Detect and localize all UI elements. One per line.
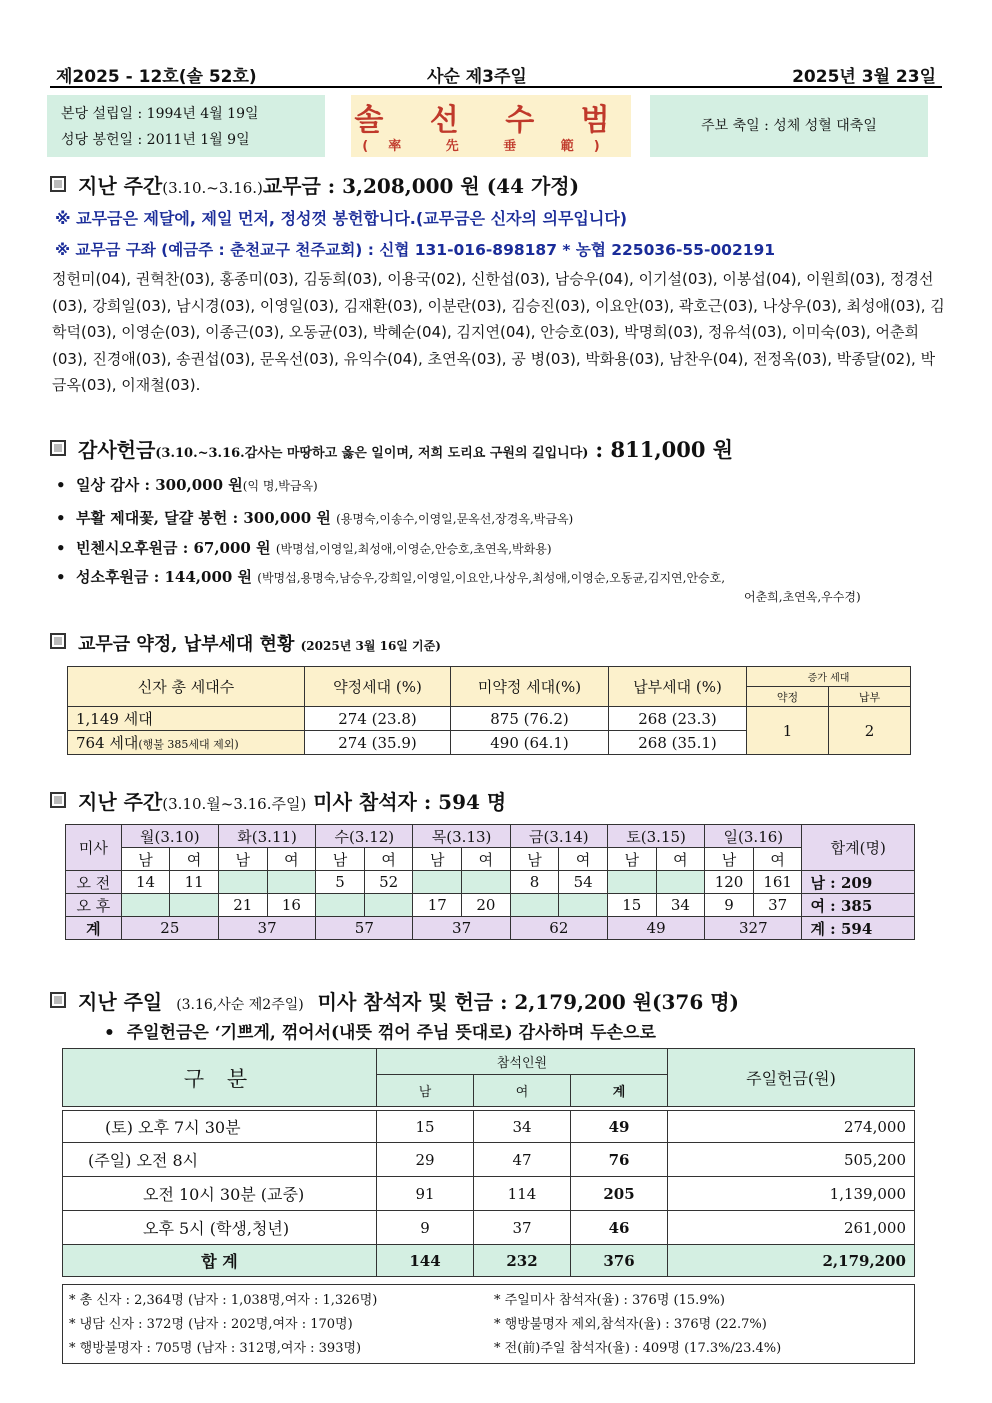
table-cell: 남: [121, 848, 170, 871]
tithe-account: ※ 교무금 구좌 (예금주 : 춘천교구 천주교회) : 신협 131-016-898187 * 농협 225036-55-002191: [55, 241, 776, 259]
thanks-item: • 빈첸시오후원금 : 67,000 원 (박명섭,이영일,최성애,이영순,안승호,초연옥,박화용): [56, 539, 552, 557]
table-cell: [462, 871, 511, 894]
table-cell: 여: [170, 848, 219, 871]
thanks-item-continued: 어춘희,초연옥,우수경): [744, 590, 861, 604]
col-header: 납부: [829, 687, 911, 707]
table-cell: 1,149 세대: [68, 707, 305, 731]
table-cell: [656, 871, 705, 894]
table-cell: 15: [607, 894, 656, 917]
table-cell: [267, 871, 316, 894]
table-cell: 34: [474, 1111, 571, 1143]
table-cell: 114: [474, 1177, 571, 1211]
table-cell: 계 : 594: [802, 917, 915, 940]
square-bullet-icon: [50, 992, 66, 1008]
table-cell: 49: [607, 917, 704, 940]
table-cell: [607, 871, 656, 894]
table-cell: 계: [66, 917, 122, 940]
text: 미사 참석자 : 594 명: [313, 790, 507, 814]
table-cell: 17: [413, 894, 462, 917]
stat-row: [69, 1289, 914, 1313]
col-header: 목(3.13): [413, 825, 510, 848]
text: 주일헌금은 ‘기쁘게, 꺾어서(내뜻 꺾어 주님 뜻대로) 감사하며 두손으로: [126, 1023, 656, 1043]
pledge-heading: [50, 630, 441, 656]
text: [68, 667, 911, 687]
text: (3.16,사순 제2주일): [176, 997, 304, 1013]
text: [63, 1049, 915, 1075]
mass-attendance-table: [65, 824, 915, 940]
table-cell: 46: [571, 1211, 668, 1245]
table-cell: (토) 오후 7시 30분: [63, 1111, 377, 1143]
table-cell: 오후 5시 (학생,청년): [63, 1211, 377, 1245]
text: 빈첸시오후원금 : 67,000 원: [76, 539, 271, 557]
table-cell: 남: [218, 848, 267, 871]
table-cell: 268 (23.3): [609, 707, 747, 731]
table-cell: 여 : 385: [802, 894, 915, 917]
table-row: [66, 894, 915, 917]
table-cell: 29: [377, 1143, 474, 1177]
table-row: [63, 1111, 915, 1143]
col-header: 화(3.11): [218, 825, 315, 848]
text: * 전(前)주일 참석자(율) : 409명 (17.3%/23.4%): [494, 1341, 782, 1356]
table-cell: 62: [510, 917, 607, 940]
table-cell: 여: [474, 1075, 571, 1107]
bulletin-header: [50, 60, 942, 88]
table-cell: 남 : 209: [802, 871, 915, 894]
tithe-note: ※ 교무금은 제달에, 제일 먼저, 정성껏 봉헌합니다.(교무금은 신자의 의무입니다): [55, 209, 628, 228]
table-cell: [68, 731, 305, 755]
col-header: 참석인원: [377, 1049, 668, 1075]
table-cell: 1: [747, 707, 829, 755]
table-row: [63, 1143, 915, 1177]
table-cell: 남: [377, 1075, 474, 1107]
col-header: 신자 총 세대수: [68, 667, 305, 707]
table-cell: 274,000: [668, 1111, 915, 1143]
text: * 냉담 신자 : 372명 (남자 : 202명,여자 : 170명): [69, 1317, 353, 1332]
table-cell: 120: [705, 871, 754, 894]
table-cell: 505,200: [668, 1143, 915, 1177]
liturgical-title: 사순 제3주일: [427, 67, 527, 87]
table-cell: 오 후: [66, 894, 122, 917]
table-cell: 2: [829, 707, 911, 755]
table-cell: [170, 894, 219, 917]
table-cell: 14: [121, 871, 170, 894]
table-cell: 20: [462, 894, 511, 917]
table-cell: 남: [413, 848, 462, 871]
table-cell: 남: [705, 848, 754, 871]
table-cell: [121, 894, 170, 917]
table-cell: 5: [316, 871, 365, 894]
col-header: 약정세대 (%): [305, 667, 451, 707]
table-cell: 76: [571, 1143, 668, 1177]
text: 지난 주일: [78, 990, 163, 1014]
table-cell: 여: [656, 848, 705, 871]
table-cell: 16: [267, 894, 316, 917]
table-cell: 261,000: [668, 1211, 915, 1245]
table-row: [66, 871, 915, 894]
motto: 솔 선 수 범: [354, 103, 628, 138]
table-cell: [218, 871, 267, 894]
table-cell: 15: [377, 1111, 474, 1143]
text: 감사헌금: [78, 438, 156, 462]
text: [66, 825, 915, 848]
text: (3.10.~3.16.): [162, 179, 263, 197]
table-cell: 37: [474, 1211, 571, 1245]
table-cell: 37: [218, 917, 315, 940]
sunday-offering-table: [62, 1048, 915, 1277]
pledge-table: [67, 666, 911, 755]
table-cell: 2,179,200: [668, 1245, 915, 1277]
table-cell: [559, 894, 608, 917]
table-cell: 37: [413, 917, 510, 940]
issue-date: 2025년 3월 23일: [792, 67, 936, 87]
table-cell: 268 (35.1): [609, 731, 747, 755]
table-cell: (주일) 오전 8시: [63, 1143, 377, 1177]
dedication-date: 성당 봉헌일 : 2011년 1월 9일: [61, 132, 250, 148]
table-cell: 47: [474, 1143, 571, 1177]
text: 764 세대: [76, 734, 139, 752]
text: : 811,000 원: [595, 437, 734, 462]
table-cell: 남: [316, 848, 365, 871]
table-cell: 52: [364, 871, 413, 894]
text: * 행방불명자 제외,참석자(율) : 376명 (22.7%): [494, 1317, 767, 1332]
col-header: 일(3.16): [705, 825, 802, 848]
thanks-item: • 일상 감사 : 300,000 원(익 명,박금옥): [56, 476, 318, 494]
table-cell: 계: [571, 1075, 668, 1107]
table-cell: 오 전: [66, 871, 122, 894]
motto-hanja: (率 先 垂 範): [362, 139, 620, 154]
table-cell: 875 (76.2): [451, 707, 609, 731]
issue-number: 제2025 - 12호(솔 52호): [56, 67, 257, 87]
col-header: 주일헌금(원): [668, 1049, 915, 1107]
table-cell: 274 (35.9): [305, 731, 451, 755]
table-cell: 여: [267, 848, 316, 871]
founding-date: 본당 설립일 : 1994년 4월 19일: [61, 106, 259, 122]
table-cell: 남: [607, 848, 656, 871]
table-cell: 오전 10시 30분 (교중): [63, 1177, 377, 1211]
table-cell: 34: [656, 894, 705, 917]
sunday-heading: [50, 986, 739, 1015]
text: (3.10.~3.16.감사는 마땅하고 옳은 일이며, 저희 도리요 구원의 길입니다): [155, 446, 589, 461]
text: 미사 참석자 및 헌금 : 2,179,200 원(376 명): [317, 990, 739, 1014]
table-cell: 376: [571, 1245, 668, 1277]
text: (2025년 3월 16일 기준): [300, 639, 441, 653]
table-cell: 57: [316, 917, 413, 940]
table-cell: 여: [364, 848, 413, 871]
patronal-feast: 주보 축일 : 성체 성혈 대축일: [701, 118, 877, 134]
square-bullet-icon: [50, 440, 66, 456]
table-cell: 합 계: [63, 1245, 377, 1277]
table-row: [63, 1177, 915, 1211]
table-cell: 1,139,000: [668, 1177, 915, 1211]
table-cell: 161: [753, 871, 802, 894]
table-row: [63, 1245, 915, 1277]
tithe-heading: [50, 170, 579, 199]
square-bullet-icon: [50, 633, 66, 649]
text: 성소후원금 : 144,000 원: [76, 568, 253, 586]
table-cell: 여: [559, 848, 608, 871]
text: (행불 385세대 제외): [138, 738, 239, 751]
thanks-heading: [50, 434, 733, 464]
table-cell: 274 (23.8): [305, 707, 451, 731]
stat-row: [69, 1313, 914, 1337]
mass-heading: [50, 786, 506, 815]
text: 일상 감사 : 300,000 원: [76, 476, 243, 494]
text: (3.10.월~3.16.주일): [162, 795, 307, 813]
table-cell: 232: [474, 1245, 571, 1277]
tithe-donor-list: 정헌미(04), 권혁찬(03), 홍종미(03), 김동희(03), 이용국(02), 신한섭(03), 남승우(04), 이기설(03), 이봉섭(04), 이원희(03), 정경선(03), 강희일(03), 남시경(03), 이영일(03), 김재환(03), 이분란(03), 김승진(03), 이요안(03), 곽호근(03), 나상우(03), 최성애(03), 김학덕(03), 이영순(03), 이종근(03), 오동균(03), 박혜순(04), 김지연(04), 안승호(03), 박명희(03), 정유석(03), 이미숙(03), 어춘희(03), 진경애(03), 송권섭(03), 문옥선(03), 유익수(04), 초연옥(03), 공 병(03), 박화용(03), 남찬우(04), 전정옥(03), 박종달(02), 박금옥(03), 이재철(03).: [52, 270, 945, 394]
square-bullet-icon: [50, 792, 66, 808]
square-bullet-icon: [50, 176, 66, 192]
col-header: 납부세대 (%): [609, 667, 747, 707]
table-cell: [316, 894, 365, 917]
table-row: [66, 917, 915, 940]
text: 교무금 : 3,208,000 원 (44 가정): [262, 174, 580, 198]
col-header: 월(3.10): [121, 825, 218, 848]
table-cell: 25: [121, 917, 218, 940]
table-cell: 여: [753, 848, 802, 871]
feast-box: [650, 95, 928, 157]
text: 지난 주간: [78, 174, 163, 198]
col-header: 미사: [66, 825, 122, 871]
table-cell: 8: [510, 871, 559, 894]
col-header: 미약정 세대(%): [451, 667, 609, 707]
table-cell: 9: [705, 894, 754, 917]
sunday-note: • 주일헌금은 ‘기쁘게, 꺾어서(내뜻 꺾어 주님 뜻대로) 감사하며 두손으로: [104, 1023, 656, 1043]
col-header: 구 분: [63, 1049, 377, 1107]
text: * 행방불명자 : 705명 (남자 : 312명,여자 : 393명): [69, 1341, 362, 1356]
stat-row: [69, 1337, 914, 1361]
text: * 주일미사 참석자(율) : 376명 (15.9%): [494, 1293, 725, 1308]
table-cell: 21: [218, 894, 267, 917]
table-cell: 11: [170, 871, 219, 894]
table-cell: 490 (64.1): [451, 731, 609, 755]
parish-info-box: [47, 95, 325, 157]
col-header: 약정: [747, 687, 829, 707]
table-cell: 91: [377, 1177, 474, 1211]
table-cell: [510, 894, 559, 917]
motto-box: [351, 95, 631, 157]
table-row: [63, 1211, 915, 1245]
table-cell: 327: [705, 917, 802, 940]
text: * 총 신자 : 2,364명 (남자 : 1,038명,여자 : 1,326명): [69, 1293, 378, 1308]
table-cell: 54: [559, 871, 608, 894]
table-cell: 여: [462, 848, 511, 871]
thanks-item: • 부활 제대꽃, 달걀 봉헌 : 300,000 원 (용명숙,이송수,이영일,문옥선,장경옥,박금옥): [56, 509, 574, 527]
col-header: 증가 세대: [747, 667, 911, 687]
thanks-item: • 성소후원금 : 144,000 원 (박명섭,용명숙,남승우,강희일,이영일,이요안,나상우,최성애,이영순,오동균,김지연,안승호,: [56, 568, 726, 586]
table-cell: 9: [377, 1211, 474, 1245]
col-header: 수(3.12): [316, 825, 413, 848]
parish-statistics: [62, 1284, 915, 1364]
text: [66, 848, 915, 871]
table-cell: [364, 894, 413, 917]
text: 교무금 약정, 납부세대 현황: [78, 634, 295, 655]
table-cell: 남: [510, 848, 559, 871]
col-header: 합계(명): [802, 825, 915, 871]
table-cell: 49: [571, 1111, 668, 1143]
text: 지난 주간: [78, 790, 163, 814]
text: [68, 707, 911, 731]
col-header: 금(3.14): [510, 825, 607, 848]
table-cell: 205: [571, 1177, 668, 1211]
table-cell: [413, 871, 462, 894]
col-header: 토(3.15): [607, 825, 704, 848]
text: 부활 제대꽃, 달걀 봉헌 : 300,000 원: [76, 509, 331, 527]
table-cell: 144: [377, 1245, 474, 1277]
table-cell: 37: [753, 894, 802, 917]
